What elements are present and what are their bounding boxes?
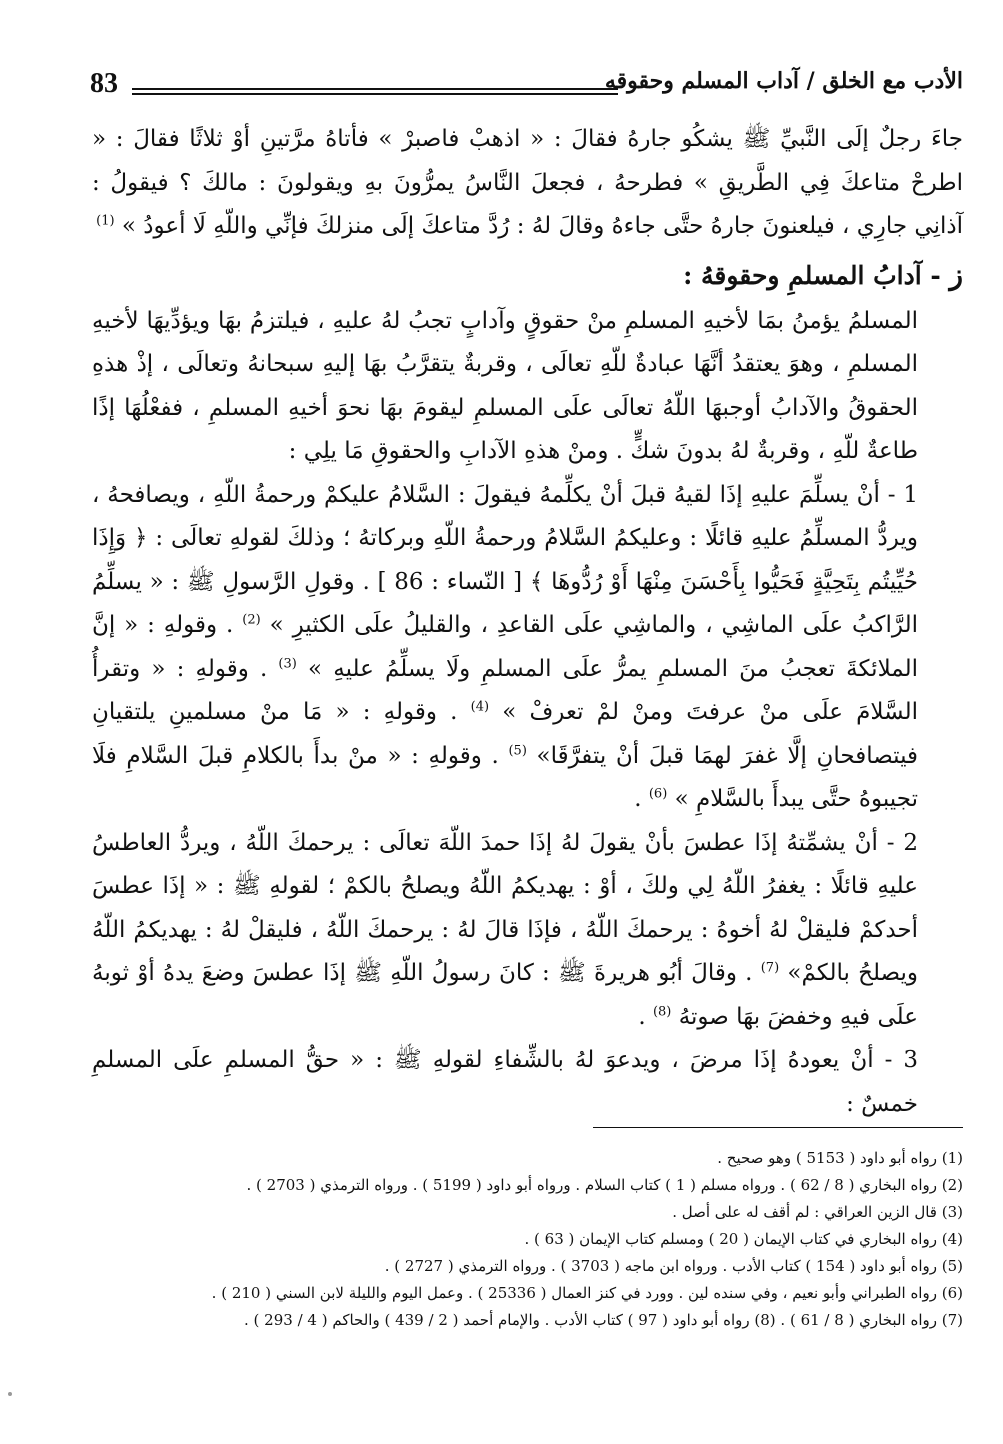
header-rule [132, 88, 618, 95]
footnote: (4) رواه البخاري في كتاب الإيمان ( 20 ) ومسلم كتاب الإيمان ( 63 ) . [524, 1230, 963, 1248]
item-2-paragraph [92, 822, 963, 1040]
item-1-text-a: - أنْ يسلِّمَ عليهِ إذَا لقيهُ قبلَ أنْ يكلِّمهُ فيقولَ : السَّلامُ عليكمْ ورحمةُ اللّهِ ، ويصافحهُ ، ويردُّ المسلِّمُ عليهِ قائلًا : وعليكمُ السَّلامُ ورحمةُ اللّهِ وبركاتهُ ؛ وذلكَ لقولهِ تعالَى : ﴿ وَإِذَا حُيِّيتُم بِتَحِيَّةٍ فَحَيُّوا بِأَحْسَنَ مِنْهَا أَوْ رُدُّوهَا ﴾ [ النّساء : 86 ] . وقولِ الرَّسولِ ﷺ : « يسلِّمُ الرَّاكبُ علَى الماشِي ، والماشِي علَى القاعدِ ، والقليلُ علَى الكثيرِ » [92, 481, 918, 638]
item-3-text-a: - أنْ يعودهُ إذَا مرضَ ، ويدعوَ لهُ بالشِّفاءِ لقولهِ ﷺ : « حقُّ المسلمِ علَى المسلمِ خمسٌ : [92, 1047, 918, 1117]
intro-text: جاءَ رجلٌ إلَى النَّبيِّ ﷺ يشكُو جارهُ فقالَ : « اذهبْ فاصبرْ » فأتاهُ مرَّتينِ أوْ ثلاثًا فقالَ : « اطرحْ متاعكَ فِي الطَّريقِ » فطرحهُ ، فجعلَ النَّاسُ يمرُّونَ بهِ ويقولونَ : مالكَ ؟ فيقولُ : آذانِي جارِي ، فيلعنونَ جارهُ حتَّى جاءهُ وقالَ لهُ : رُدَّ متاعكَ إلَى منزلكَ فإنِّي واللّهِ لَا أعودُ » [92, 126, 963, 239]
item-3-number: 3 [903, 1047, 919, 1073]
footnote-ref-3: (3) [278, 655, 297, 671]
footnote: (6) رواه الطبراني وأبو نعيم ، وفي سنده لين . وورد في كنز العمال ( 25336 ) . وعمل اليوم والليلة لابن السني ( 210 ) . [211, 1284, 963, 1302]
footnote-ref-7: (7) [760, 960, 780, 976]
footnote: (3) قال الزين العراقي : لم أقف له على أصل . [672, 1203, 963, 1221]
section-letter: ز [949, 257, 963, 291]
page-body [92, 118, 963, 1126]
page-header [90, 62, 963, 112]
item-1-number: 1 [903, 481, 919, 508]
footnote: (7) رواه البخاري ( 8 / 61 ) . (8) رواه أبو داود ( 97 ) كتاب الأدب . والإمام أحمد ( 2 / 439 ) والحاكم ( 4 / 293 ) . [244, 1311, 963, 1329]
footnote-ref-5: (5) [508, 742, 527, 758]
section-title: - آدابُ المسلمِ وحقوقهُ : [683, 260, 941, 290]
footnotes-list [90, 1145, 963, 1334]
section-heading [92, 253, 963, 298]
footnote-ref-4: (4) [470, 699, 490, 715]
footnote-ref-1: (1) [96, 213, 115, 229]
page-number: 83 [90, 68, 118, 99]
item-1-paragraph [92, 474, 963, 822]
item-2-number: 2 [903, 829, 918, 856]
section-intro-paragraph: المسلمُ يؤمنُ بمَا لأخيهِ المسلمِ منْ حقوقٍ وآدابٍ تجبُ لهُ عليهِ ، فيلتزمُ بهَا ويؤدِّيهَا لأخيهِ المسلمِ ، وهوَ يعتقدُ أنَّهَا عبادةٌ للّهِ تعالَى ، وقربةٌ يتقرَّبُ بهَا إليهِ سبحانهُ وتعالَى ، إذْ هذهِ الحقوقُ والآدابُ أوجبهَا اللّهُ تعالَى علَى المسلمِ ليقومَ بهَا نحوَ أخيهِ المسلمِ ، ففعْلُهَا إذًا طاعةٌ للّهِ ، وقربةٌ لهُ بدونَ شكٍّ . ومنْ هذهِ الآدابِ والحقوقِ مَا يلِي : [92, 307, 918, 464]
item-2-text-c: . [638, 1003, 646, 1030]
running-title: الأدب مع الخلق / آداب المسلم وحقوقه [604, 68, 963, 94]
footnote-ref-6: (6) [648, 786, 668, 802]
item-1-text-e: . وقولهِ : « منْ بدأَ بالكلامِ قبلَ السَّلامِ فلَا تجيبوهُ حتَّى يبدأَ بالسَّلامِ » [92, 742, 918, 812]
item-2-text-b: . وقالَ أبُو هريرةَ ﷺ : كانَ رسولُ اللّهِ ﷺ إذَا عطسَ وضعَ يدهُ أوْ ثوبهُ علَى فيهِ وخفضَ بهَا صوتهُ [92, 960, 918, 1030]
item-1-text-d: . وقولهِ : « مَا منْ مسلمينِ يلتقيانِ فيتصافحانِ إلَّا غفرَ لهمَا قبلَ أنْ يتفرَّقَا» [92, 699, 919, 769]
item-1-text-b: . وقولهِ : « إنَّ الملائكةَ تعجبُ منَ المسلمِ يمرُّ علَى المسلمِ ولَا يسلِّمُ عليهِ » [92, 612, 919, 682]
item-2-text-a: - أنْ يشمِّتهُ إذَا عطسَ بأنْ يقولَ لهُ إذَا حمدَ اللّهَ تعالَى : يرحمكَ اللّهُ ، ويردُّ العاطسُ عليهِ قائلًا : يغفرُ اللّهُ لِي ولكَ ، أوْ : يهديكمُ اللّهُ ويصلحُ بالكمْ ؛ لقولهِ ﷺ : « إذَا عطسَ أحدكمْ فليقلْ لهُ أخوهُ : يرحمكَ اللّهُ ، فإذَا قالَ لهُ : يرحمكَ اللّهُ ، فليقلْ لهُ : يهديكمُ اللّهُ ويصلحُ بالكمْ» [92, 829, 919, 986]
footnote-separator [593, 1127, 963, 1128]
margin-mark [8, 1392, 12, 1396]
item-3-paragraph [92, 1039, 963, 1126]
footnote: (5) رواه أبو داود ( 154 ) كتاب الأدب . ورواه ابن ماجه ( 3703 ) . ورواه الترمذي ( 2727 ) . [384, 1257, 963, 1275]
footnote: (1) رواه أبو داود ( 5153 ) وهو صحيح . [717, 1149, 963, 1167]
footnote: (2) رواه البخاري ( 8 / 62 ) . ورواه مسلم ( 1 ) كتاب السلام . ورواه أبو داود ( 5199 ) . ورواه الترمذي ( 2703 ) . [246, 1176, 963, 1194]
intro-paragraph [92, 118, 963, 249]
footnote-ref-8: (8) [652, 1003, 672, 1019]
footnote-ref-2: (2) [242, 612, 261, 628]
item-1-text-f: . [634, 786, 642, 812]
item-1-text-c: . وقولهِ : « وتقرأُ السَّلامَ علَى منْ عرفتَ ومنْ لمْ تعرفْ » [92, 655, 918, 725]
